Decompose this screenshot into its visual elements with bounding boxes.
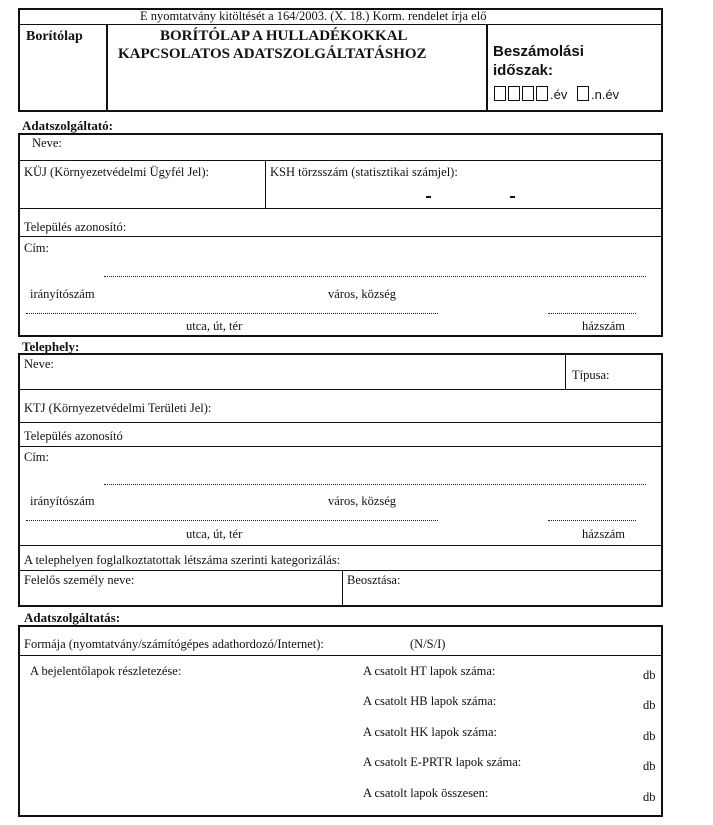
responsible-label: Felelős személy neve: (24, 573, 135, 587)
responsible-divider (342, 570, 343, 607)
ksh-dash-2 (510, 196, 515, 198)
site-city-label: város, község (328, 494, 397, 508)
site-settlement-label: Település azonosító (24, 429, 123, 443)
hk-count-unit: db (643, 729, 656, 743)
header-note-divider (18, 24, 663, 25)
site-address-line-1[interactable] (104, 484, 646, 485)
year-digit-box-4[interactable] (536, 86, 548, 101)
header-divider-left (106, 24, 108, 112)
provider-settlement-label: Település azonosító: (24, 220, 127, 234)
year-suffix: .év (550, 87, 568, 102)
supply-section-title: Adatszolgáltatás: (24, 610, 121, 625)
provider-house-label: házszám (582, 319, 626, 333)
eprtr-count-label: A csatolt E-PRTR lapok száma: (363, 755, 522, 769)
provider-settlement-divider (18, 236, 663, 237)
ht-count-unit: db (643, 668, 656, 682)
header-divider-right (486, 24, 488, 112)
quarter-suffix: .n.év (590, 87, 620, 102)
form-title-line1: BORÍTÓLAP A HULLADÉKOKKAL (160, 28, 408, 44)
provider-house-line[interactable] (548, 313, 636, 314)
site-name-divider (18, 389, 663, 390)
site-category-divider (18, 570, 663, 571)
site-house-line[interactable] (548, 520, 636, 521)
provider-address-line-1[interactable] (104, 276, 646, 277)
total-count-label: A csatolt lapok összesen: (363, 786, 489, 800)
site-address-label: Cím: (24, 450, 50, 464)
site-address-divider (18, 545, 663, 546)
form-type-label: Formája (nyomtatvány/számítógépes adathordozó/Internet): (24, 637, 324, 651)
site-house-label: házszám (582, 527, 626, 541)
form-title-line2: KAPCSOLATOS ADATSZOLGÁLTATÁSHOZ (118, 46, 427, 62)
site-type-label: Típusa: (572, 368, 610, 382)
cover-label: Borítólap (26, 29, 83, 44)
site-category-label: A telephelyen foglalkoztatottak létszáma szerinti kategorizálás: (24, 553, 341, 567)
provider-street-label: utca, út, tér (186, 319, 243, 333)
ktj-divider (18, 422, 663, 423)
year-digit-box-1[interactable] (494, 86, 506, 101)
site-street-label: utca, út, tér (186, 527, 243, 541)
provider-section-title: Adatszolgáltató: (22, 118, 113, 133)
site-box (18, 353, 663, 607)
ht-count-label: A csatolt HT lapok száma: (363, 664, 496, 678)
site-street-line[interactable] (26, 520, 438, 521)
provider-street-line[interactable] (26, 313, 438, 314)
kuj-divider (18, 208, 663, 209)
quarter-box[interactable] (577, 86, 589, 101)
provider-name-divider (18, 160, 663, 161)
provider-city-label: város, község (328, 287, 397, 301)
supply-box (18, 625, 663, 817)
hk-count-label: A csatolt HK lapok száma: (363, 725, 497, 739)
hb-count-unit: db (643, 698, 656, 712)
legal-note: E nyomtatvány kitöltését a 164/2003. (X. 18.) Korm. rendelet írja elő (140, 9, 487, 23)
site-settlement-divider (18, 446, 663, 447)
ktj-label: KTJ (Környezetvédelmi Területi Jel): (24, 401, 212, 415)
site-type-divider (565, 353, 566, 389)
provider-postcode-label: irányítószám (30, 287, 95, 301)
total-count-unit: db (643, 790, 656, 804)
site-name-label: Neve: (24, 357, 54, 371)
position-label: Beosztása: (347, 573, 401, 587)
period-label-line2: időszak: (493, 62, 554, 79)
site-section-title: Telephely: (22, 339, 80, 354)
ksh-label: KSH törzsszám (statisztikai számjel): (270, 165, 458, 179)
period-label-line1: Beszámolási (493, 43, 584, 60)
provider-address-label: Cím: (24, 241, 50, 255)
year-digit-box-2[interactable] (508, 86, 520, 101)
kuj-ksh-divider (265, 160, 266, 208)
form-type-divider (18, 655, 663, 656)
site-postcode-label: irányítószám (30, 494, 95, 508)
form-type-options: (N/S/I) (410, 637, 446, 651)
hb-count-label: A csatolt HB lapok száma: (363, 694, 497, 708)
ksh-dash-1 (426, 196, 431, 198)
year-digit-box-3[interactable] (522, 86, 534, 101)
period-input[interactable] (494, 86, 619, 102)
eprtr-count-unit: db (643, 759, 656, 773)
kuj-label: KÜJ (Környezetvédelmi Ügyfél Jel): (24, 165, 210, 179)
details-label: A bejelentőlapok részletezése: (30, 664, 182, 678)
provider-box (18, 133, 663, 337)
provider-name-label: Neve: (32, 136, 62, 150)
